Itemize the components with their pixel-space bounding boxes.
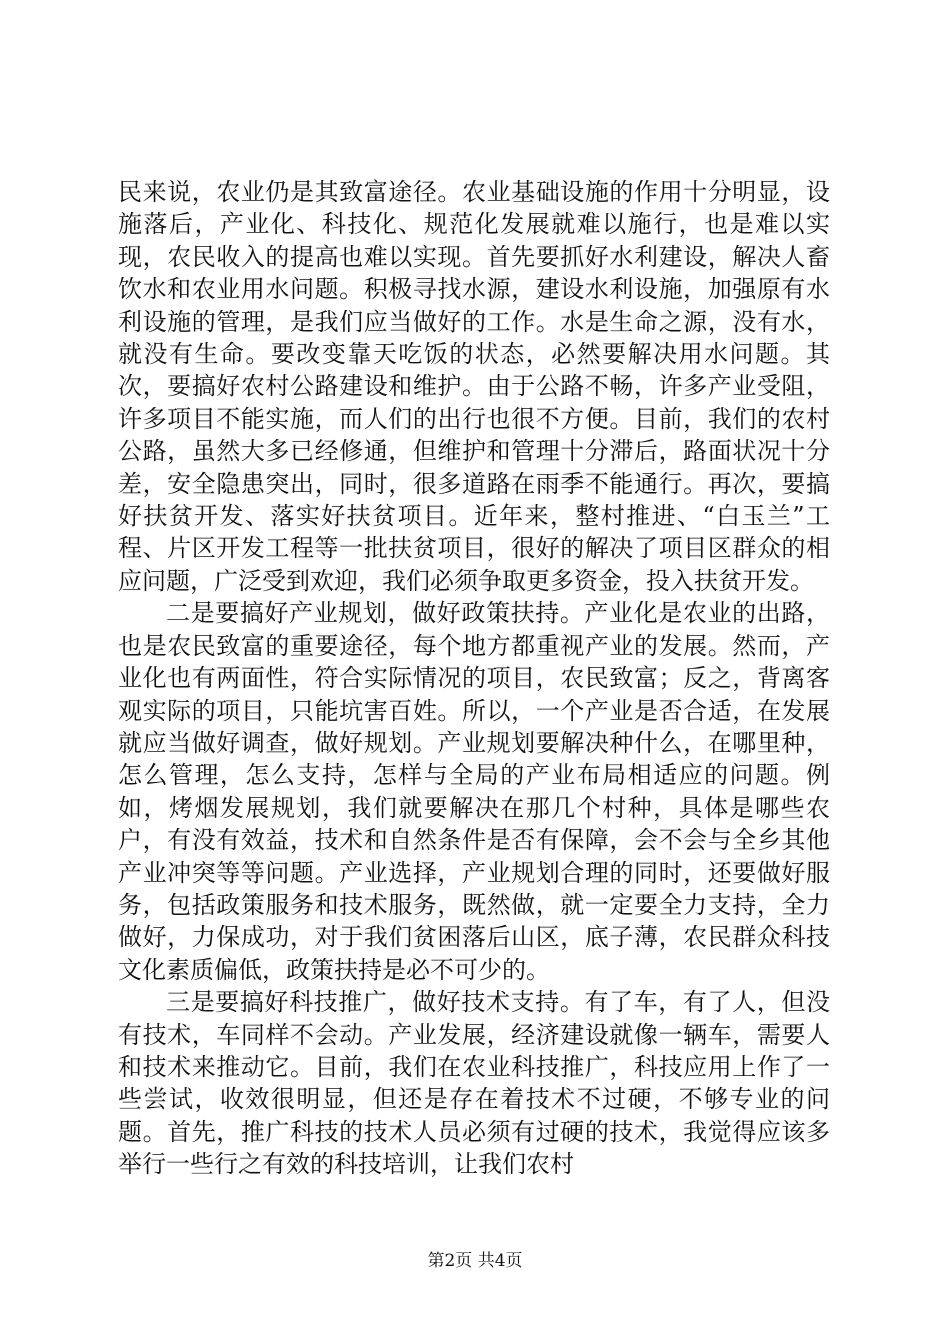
page-number-footer: 第2页 共4页	[427, 1251, 523, 1271]
document-body	[118, 176, 830, 1181]
paragraph-2: 二是要搞好产业规划，做好政策扶持。产业化是农业的出路，也是农民致富的重要途径，每个地方都重视产业的发展。然而，产业化也有两面性，符合实际情况的项目，农民致富；反之，背离客观实际的项目，只能坑害百姓。所以，一个产业是否合适，在发展就应当做好调查，做好规划。产业规划要解决种什么，在哪里种，怎么管理，怎么支持，怎样与全局的产业布局相适应的问题。例如，烤烟发展规划，我们就要解决在那几个村种，具体是哪些农户，有没有效益，技术和自然条件是否有保障，会不会与全乡其他产业冲突等等问题。产业选择，产业规划合理的同时，还要做好服务，包括政策服务和技术服务，既然做，就一定要全力支持，全力做好，力保成功，对于我们贫困落后山区，底子薄，农民群众科技文化素质偏低，政策扶持是必不可少的。	[118, 599, 830, 984]
paragraph-3: 三是要搞好科技推广，做好技术支持。有了车，有了人，但没有技术，车同样不会动。产业发展，经济建设就像一辆车，需要人和技术来推动它。目前，我们在农业科技推广，科技应用上作了一些尝试，收效很明显，但还是存在着技术不过硬，不够专业的问题。首先，推广科技的技术人员必须有过硬的技术，我觉得应该多举行一些行之有效的科技培训，让我们农村	[118, 988, 830, 1179]
paragraph-1: 民来说，农业仍是其致富途径。农业基础设施的作用十分明显，设施落后，产业化、科技化、规范化发展就难以施行，也是难以实现，农民收入的提高也难以实现。首先要抓好水利建设，解决人畜饮水和农业用水问题。积极寻找水源，建设水利设施，加强原有水利设施的管理，是我们应当做好的工作。水是生命之源，没有水，就没有生命。要改变靠天吃饭的状态，必然要解决用水问题。其次，要搞好农村公路建设和维护。由于公路不畅，许多产业受阻，许多项目不能实施，而人们的出行也很不方便。目前，我们的农村公路，虽然大多已经修通，但维护和管理十分滞后，路面状况十分差，安全隐患突出，同时，很多道路在雨季不能通行。再次，要搞好扶贫开发、落实好扶贫项目。近年来，整村推进、“白玉兰”工程、片区开发工程等一批扶贫项目，很好的解决了项目区群众的相应问题，广泛受到欢迎，我们必须争取更多资金，投入扶贫开发。	[118, 178, 830, 595]
